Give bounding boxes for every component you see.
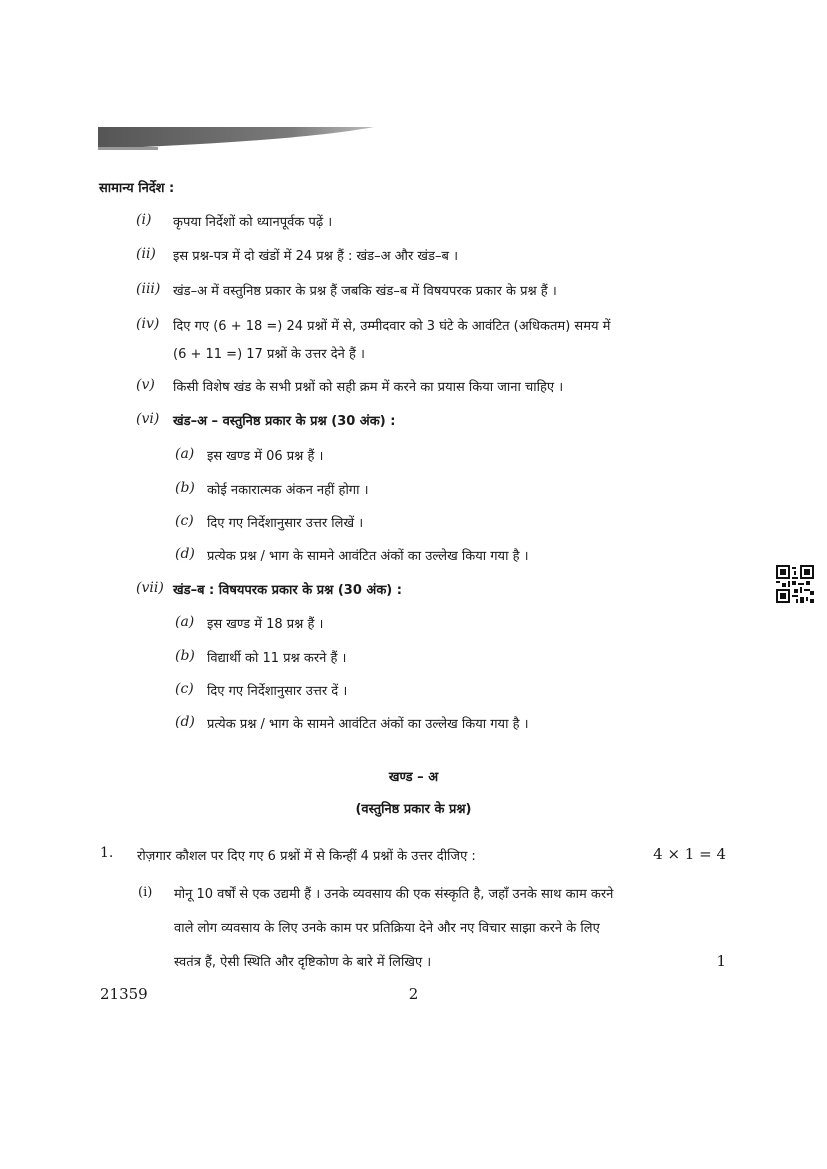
page-number: 2 <box>408 985 419 1003</box>
instruction-number: (ii) <box>136 246 156 262</box>
sub-item-number: (b) <box>175 480 195 496</box>
sub-item-text: प्रत्येक प्रश्न / भाग के सामने आवंटित अंकों का उल्लेख किया गया है । <box>207 549 529 564</box>
instruction-text: किसी विशेष खंड के सभी प्रश्नों को सही क्रम में करने का प्रयास किया जाना चाहिए । <box>173 380 564 395</box>
sub-item-number: (d) <box>175 546 195 562</box>
instruction-text-continued: (6 + 11 =) 17 प्रश्नों के उत्तर देने हैं । <box>173 347 365 362</box>
sub-item-text: दिए गए निर्देशानुसार उत्तर लिखें । <box>207 516 364 531</box>
section-subtitle: (वस्तुनिष्ठ प्रकार के प्रश्न) <box>355 802 472 817</box>
instruction-text: खंड–ब : विषयपरक प्रकार के प्रश्न (30 अंक) : <box>173 583 402 598</box>
instruction-text: इस प्रश्न-पत्र में दो खंडों में 24 प्रश्न हैं : खंड–अ और खंड–ब । <box>173 249 458 264</box>
sub-item-number: (a) <box>175 446 195 462</box>
sub-item-text: कोई नकारात्मक अंकन नहीं होगा । <box>207 483 369 498</box>
question-text: रोज़गार कौशल पर दिए गए 6 प्रश्नों में से किन्हीं 4 प्रश्नों के उत्तर दीजिए : <box>137 849 476 864</box>
header-banner <box>98 127 374 151</box>
sub-item-number: (c) <box>175 513 194 529</box>
instruction-number: (iii) <box>136 281 161 297</box>
sub-item-text: इस खण्ड में 06 प्रश्न हैं । <box>207 449 324 464</box>
instruction-number: (v) <box>136 377 155 393</box>
paper-code: 21359 <box>100 985 148 1003</box>
instruction-number: (i) <box>136 212 152 228</box>
subquestion-marks: 1 <box>716 952 726 970</box>
instruction-number: (iv) <box>136 316 160 332</box>
instruction-text: दिए गए (6 + 18 =) 24 प्रश्नों में से, उम्मीदवार को 3 घंटे के आवंटित (अधिकतम) समय में <box>173 319 611 334</box>
subquestion-line: स्वतंत्र हैं, ऐसी स्थिति और दृष्टिकोण के बारे में लिखिए । <box>174 955 432 970</box>
sub-item-text: दिए गए निर्देशानुसार उत्तर दें । <box>207 684 348 699</box>
qr-code-image <box>776 565 814 603</box>
sub-item-text: विद्यार्थी को 11 प्रश्न करने हैं । <box>207 651 347 666</box>
instruction-text: खंड–अ में वस्तुनिष्ठ प्रकार के प्रश्न हैं जबकि खंड–ब में विषयपरक प्रकार के प्रश्न हैं । <box>173 284 557 299</box>
instruction-number: (vi) <box>136 411 160 427</box>
question-marks: 4 × 1 = 4 <box>653 845 726 863</box>
general-instructions-heading: सामान्य निर्देश : <box>99 181 175 196</box>
sub-item-text: प्रत्येक प्रश्न / भाग के सामने आवंटित अंकों का उल्लेख किया गया है । <box>207 717 529 732</box>
instruction-text: खंड–अ – वस्तुनिष्ठ प्रकार के प्रश्न (30 अंक) : <box>173 414 396 429</box>
sub-item-number: (b) <box>175 648 195 664</box>
subquestion-number: (i) <box>138 885 153 900</box>
subquestion-line: वाले लोग व्यवसाय के लिए उनके काम पर प्रतिक्रिया देने और नए विचार साझा करने के लिए <box>174 921 600 936</box>
question-number: 1. <box>100 845 114 861</box>
subquestion-line: मोनू 10 वर्षों से एक उद्यमी हैं । उनके व्यवसाय की एक संस्कृति है, जहाँ उनके साथ काम करने <box>174 887 614 902</box>
sub-item-text: इस खण्ड में 18 प्रश्न हैं । <box>207 617 324 632</box>
section-title: खण्ड – अ <box>388 770 439 785</box>
instruction-number: (vii) <box>136 580 164 596</box>
sub-item-number: (a) <box>175 614 195 630</box>
sub-item-number: (c) <box>175 681 194 697</box>
sub-item-number: (d) <box>175 714 195 730</box>
instruction-text: कृपया निर्देशों को ध्यानपूर्वक पढ़ें । <box>173 215 333 230</box>
